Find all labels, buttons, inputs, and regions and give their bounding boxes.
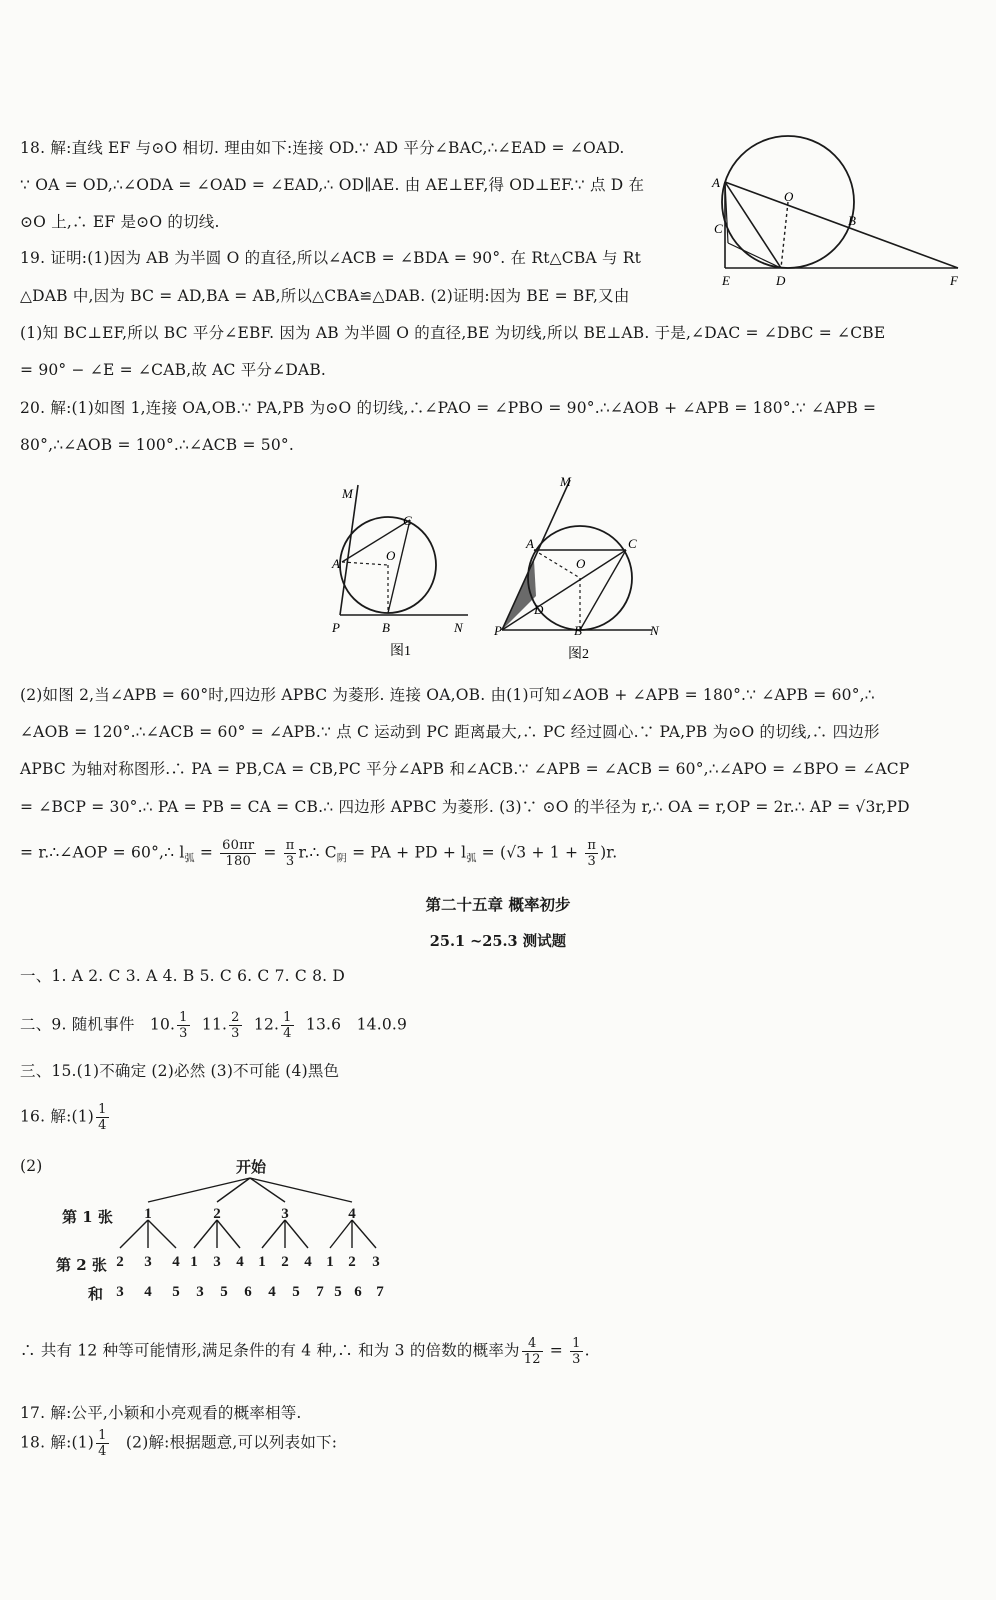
tree-node: 3 <box>281 1206 289 1222</box>
fraction: $\frac{1}{4}$ <box>283 1010 292 1041</box>
tree-sum: 5 <box>220 1284 228 1300</box>
text-line: (1)知 BC⊥EF,所以 BC 平分∠EBF. 因为 AB 为半圆 O 的直径,BE 为切线,所以 BE⊥AB. 于是,∠DAC = ∠DBC = ∠CBE <box>20 324 886 342</box>
label-B: B <box>848 213 856 228</box>
tree-sum: 5 <box>292 1284 300 1300</box>
text-line-formula: = r.∴∠AOP = 60°,∴ $l_弧$ = $\frac{60\pi r}{180}$ = $\frac{\pi}{3}$ r.∴ $C_阴$ = PA + PD + $l_弧 = (√3 + 1$ + $\frac{\pi}{3}$ )r. <box>20 838 618 869</box>
geometry-figure-2 <box>490 472 670 665</box>
text-line: 20. 解:(1)如图 1,连接 OA,OB.∵ PA,PB 为⊙O 的切线,∴∠PAO = ∠PBO = 90°.∴∠AOB + ∠APB = 180°.∵ ∠APB = <box>20 399 877 417</box>
label-P: P <box>332 620 340 635</box>
figure-caption: 图1 <box>390 644 411 659</box>
tree-sum: 6 <box>354 1284 362 1300</box>
tree-root: 开始 <box>236 1158 267 1176</box>
tree-sum: 4 <box>268 1284 276 1300</box>
text-line: ⊙O 上,∴ EF 是⊙O 的切线. <box>20 213 220 231</box>
label-B: B <box>382 620 390 635</box>
text-line: 18. 解:直线 EF 与⊙O 相切. 理由如下:连接 OD.∵ AD 平分∠BAC,∴∠EAD = ∠OAD. <box>20 139 625 157</box>
text-line: 19. 证明:(1)因为 AB 为半圆 O 的直径,所以∠ACB = ∠BDA = 90°. 在 Rt△CBA 与 Rt <box>20 249 642 267</box>
tree-node: 3 <box>213 1254 221 1270</box>
geometry-figure-1 <box>330 480 480 665</box>
answers-section-2: 二、9. 随机事件 10. $\frac{1}{3}$ 11. $\frac{2}{3}$ 12. $\frac{1}{4}$ 13.6 14.0.9 <box>20 1010 408 1041</box>
text-line: = ∠BCP = 30°.∴ PA = PB = CA = CB.∴ 四边形 APBC 为菱形. (3)∵ ⊙O 的半径为 r,∴ OA = r,OP = 2r.∴ AP = √3r,PD <box>20 798 910 816</box>
label-F: F <box>950 273 958 288</box>
tree-node: 2 <box>213 1206 221 1222</box>
fraction: $\frac{60\pi r}{180}$ <box>222 838 255 869</box>
label-M: M <box>342 486 353 501</box>
fraction: $\frac{\pi}{3}$ <box>285 838 295 869</box>
fraction: $\frac{1}{4}$ <box>98 1428 107 1459</box>
tree-node: 4 <box>236 1254 244 1270</box>
text-line: APBC 为轴对称图形.∴ PA = PB,CA = CB,PC 平分∠APB 和∠ACB.∵ ∠APB = ∠ACB = 60°,∴∠APO = ∠BPO = ∠ACP <box>20 760 910 778</box>
text-line: ∵ OA = OD,∴∠ODA = ∠OAD = ∠EAD,∴ OD∥AE. 由 AE⊥EF,得 OD⊥EF.∵ 点 D 在 <box>20 176 645 194</box>
label-A: A <box>712 175 720 190</box>
fraction: $\frac{1}{3}$ <box>179 1010 188 1041</box>
label-A: A <box>332 556 340 571</box>
tree-sum: 5 <box>172 1284 180 1300</box>
fraction: $\frac{2}{3}$ <box>231 1010 240 1041</box>
text-line: (2)如图 2,当∠APB = 60°时,四边形 APBC 为菱形. 连接 OA,OB. 由(1)可知∠AOB + ∠APB = 180°.∵ ∠APB = 60°,∴ <box>20 686 875 704</box>
fraction: $\frac{4}{12}$ <box>523 1336 541 1367</box>
tree-node: 2 <box>116 1254 124 1270</box>
figure-caption: 图2 <box>568 647 589 662</box>
answer-16-part2: (2) <box>20 1157 43 1175</box>
answer-17: 17. 解:公平,小颖和小亮观看的概率相等. <box>20 1404 302 1422</box>
tree-node: 4 <box>348 1206 356 1222</box>
text-line: △DAB 中,因为 BC = AD,BA = AB,所以△CBA≌△DAB. (2)证明:因为 BE = BF,又由 <box>20 287 630 305</box>
tree-sum: 5 <box>334 1284 342 1300</box>
chapter-subtitle: 25.1 ~25.3 测试题 <box>429 933 567 950</box>
tree-node: 2 <box>348 1254 356 1270</box>
tree-row-label: 和 <box>88 1285 104 1303</box>
label-M: M <box>560 474 571 489</box>
tree-node: 2 <box>281 1254 289 1270</box>
tree-sum: 3 <box>196 1284 204 1300</box>
tree-node: 3 <box>372 1254 380 1270</box>
label-C: C <box>403 513 412 528</box>
tree-sum: 4 <box>144 1284 152 1300</box>
label-P: P <box>494 623 502 638</box>
label-E: E <box>722 273 730 288</box>
tree-row-label: 第 2 张 <box>56 1256 107 1274</box>
tree-sum: 7 <box>376 1284 384 1300</box>
label-N: N <box>650 623 659 638</box>
label-C: C <box>714 221 723 236</box>
tree-sum: 7 <box>316 1284 324 1300</box>
tree-sum: 6 <box>244 1284 252 1300</box>
answer-16-conclusion: ∴ 共有 12 种等可能情形,满足条件的有 4 种,∴ 和为 3 的倍数的概率为 $\frac{4}{12}$ = $\frac{1}{3}$ . <box>20 1336 590 1367</box>
geometry-figure-18 <box>708 135 978 295</box>
label-D: D <box>776 273 786 288</box>
label-D: D <box>534 602 544 617</box>
label-O: O <box>576 556 586 571</box>
fraction: $\frac{\pi}{3}$ <box>587 838 597 869</box>
text-line: ∠AOB = 120°.∴∠ACB = 60° = ∠APB.∵ 点 C 运动到 PC 距离最大,∴ PC 经过圆心.∵ PA,PB 为⊙O 的切线,∴ 四边形 <box>20 723 880 741</box>
answers-section-1: 一、1. A 2. C 3. A 4. B 5. C 6. C 7. C 8. D <box>20 967 346 985</box>
label-A: A <box>526 536 534 551</box>
label-O: O <box>784 189 794 204</box>
tree-node: 1 <box>144 1206 152 1222</box>
tree-node: 1 <box>258 1254 266 1270</box>
fraction: $\frac{1}{4}$ <box>98 1102 107 1133</box>
answer-18: 18. 解:(1) $\frac{1}{4}$ (2)解:根据题意,可以列表如下: <box>20 1428 338 1459</box>
tree-node: 1 <box>190 1254 198 1270</box>
label-N: N <box>454 620 463 635</box>
label-C: C <box>628 536 637 551</box>
label-B: B <box>574 623 582 638</box>
tree-node: 4 <box>172 1254 180 1270</box>
text-line: = 90° − ∠E = ∠CAB,故 AC 平分∠DAB. <box>20 361 327 379</box>
fraction: $\frac{1}{3}$ <box>572 1336 581 1367</box>
text-line: 80°,∴∠AOB = 100°.∴∠ACB = 50°. <box>20 436 294 454</box>
answer-16: 16. 解:(1) $\frac{1}{4}$ <box>20 1102 107 1133</box>
tree-node: 3 <box>144 1254 152 1270</box>
tree-diagram <box>100 1172 400 1312</box>
answers-section-3: 三、15.(1)不确定 (2)必然 (3)不可能 (4)黑色 <box>20 1062 340 1080</box>
tree-node: 4 <box>304 1254 312 1270</box>
label-O: O <box>386 548 396 563</box>
chapter-title: 第二十五章 概率初步 <box>425 895 571 914</box>
tree-sum: 3 <box>116 1284 124 1300</box>
tree-node: 1 <box>326 1254 334 1270</box>
tree-row-label: 第 1 张 <box>62 1208 113 1226</box>
